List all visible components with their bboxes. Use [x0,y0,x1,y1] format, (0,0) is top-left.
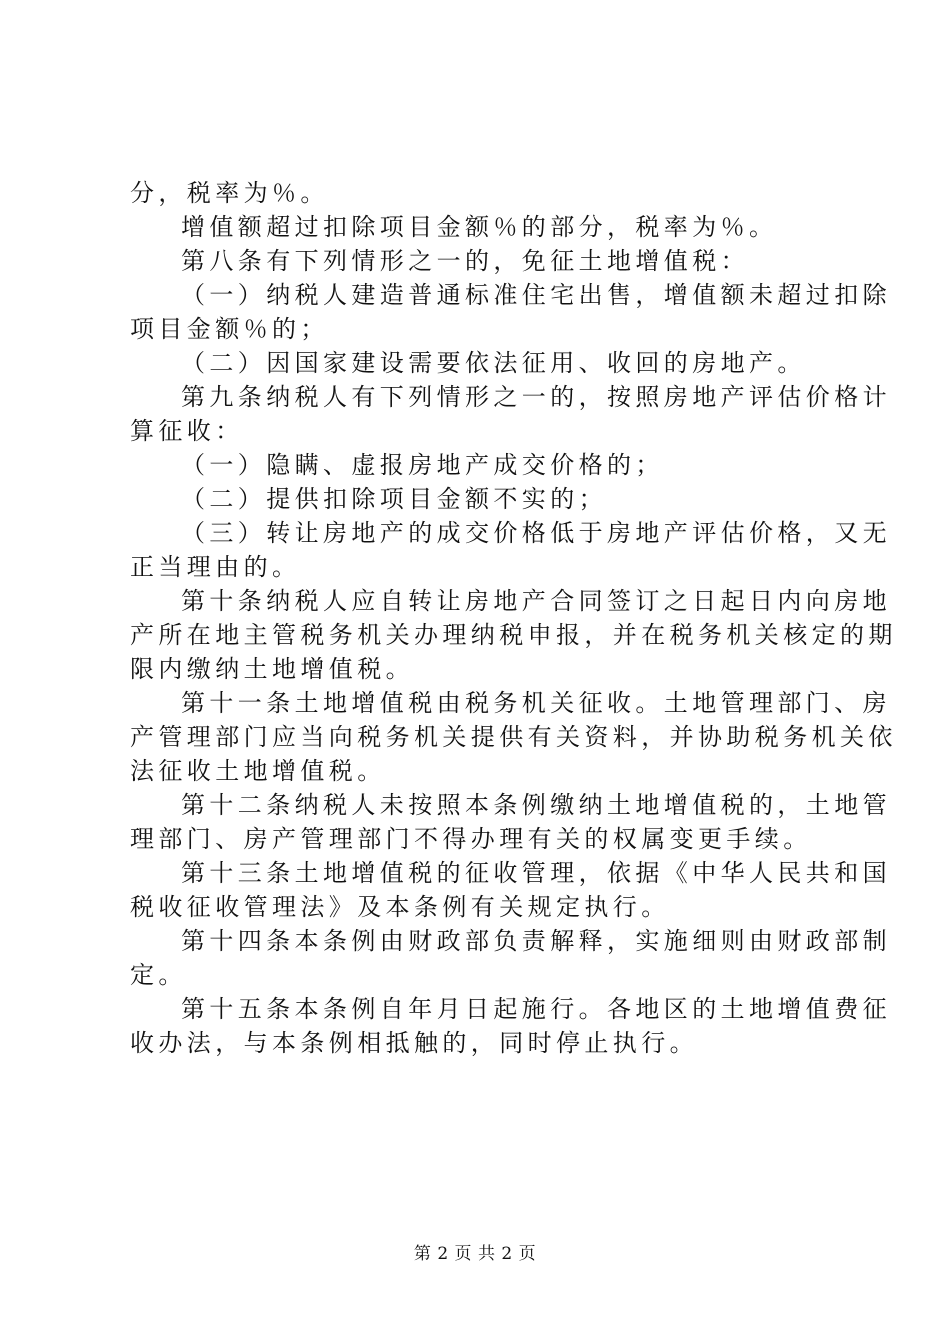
text-line: 理部门、房产管理部门不得办理有关的权属变更手续。 [130,825,812,853]
text-line: （三）转让房地产的成交价格低于房地产评估价格，又无 [181,519,891,547]
article-11-paragraph: 第十一条土地增值税由税务机关征收。土地管理部门、房 [181,689,891,717]
article-12-paragraph: 第十二条纳税人未按照本条例缴纳土地增值税的，土地管 [181,791,891,819]
article-10-paragraph: 第十条纳税人应自转让房地产合同签订之日起日内向房地 [181,587,891,615]
text-line: 法征收土地增值税。 [130,757,386,785]
text-line: 项目金额％的； [130,315,329,343]
article-15-paragraph: 第十五条本条例自年月日起施行。各地区的土地增值费征 [181,995,891,1023]
text-line: （一）隐瞒、虚报房地产成交价格的； [181,451,664,479]
page-footer [0,1243,950,1265]
text-line: 产所在地主管税务机关办理纳税申报，并在税务机关核定的期 [130,621,897,649]
page-number-label: 第 2 页 共 2 页 [413,1244,537,1264]
text-line: 收办法，与本条例相抵触的，同时停止执行。 [130,1029,698,1057]
text-line: 定。 [130,961,187,989]
text-line: （二）因国家建设需要依法征用、收回的房地产。 [181,349,806,377]
text-line: （一）纳税人建造普通标准住宅出售，增值额未超过扣除 [181,281,891,309]
article-13-paragraph: 第十三条土地增值税的征收管理，依据《中华人民共和国 [181,859,891,887]
article-8-heading: 第八条有下列情形之一的，免征土地增值税： [181,247,749,275]
text-line: 分，税率为％。 [130,179,329,207]
text-line: 算征收： [130,417,244,445]
document-body [130,176,897,1060]
text-line: 增值额超过扣除项目金额％的部分，税率为％。 [181,213,778,241]
text-line: 限内缴纳土地增值税。 [130,655,414,683]
article-9-heading: 第九条纳税人有下列情形之一的，按照房地产评估价格计 [181,383,891,411]
text-line: （二）提供扣除项目金额不实的； [181,485,607,513]
text-line: 产管理部门应当向税务机关提供有关资料，并协助税务机关依 [130,723,897,751]
article-14-paragraph: 第十四条本条例由财政部负责解释，实施细则由财政部制 [181,927,891,955]
text-line: 正当理由的。 [130,553,301,581]
text-line: 税收征收管理法》及本条例有关规定执行。 [130,893,670,921]
